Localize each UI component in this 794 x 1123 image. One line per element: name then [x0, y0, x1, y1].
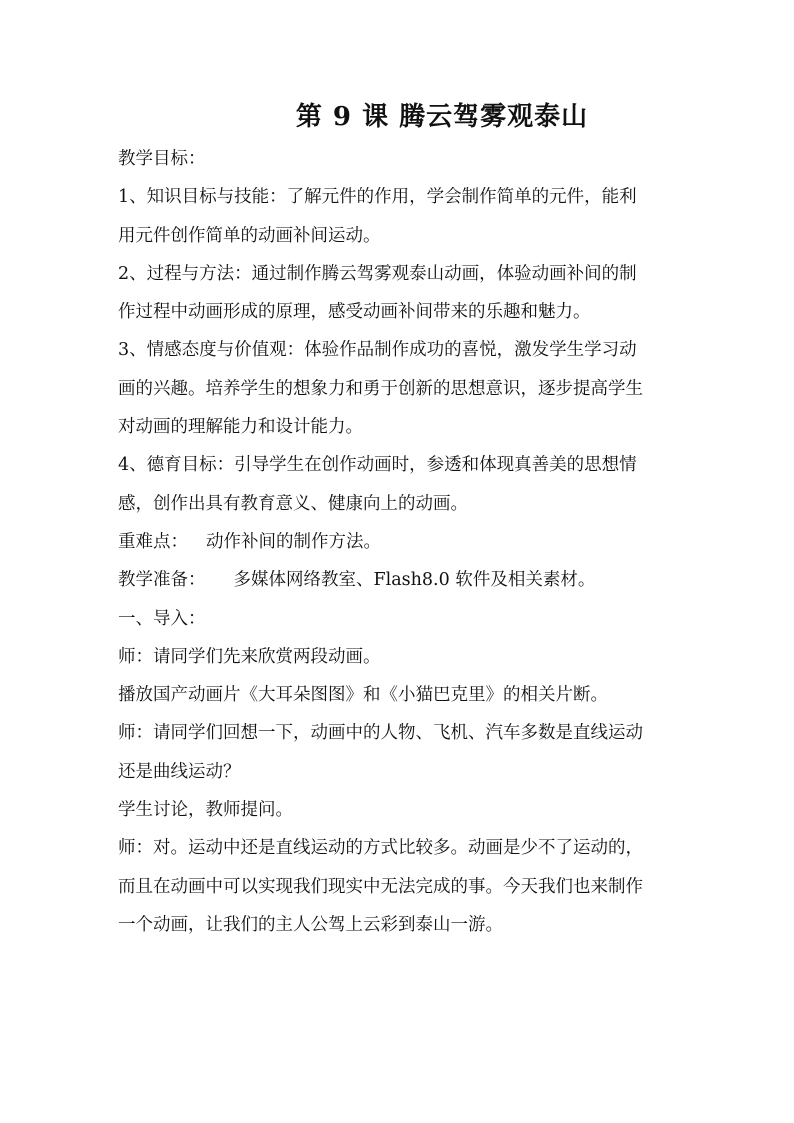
- paragraph-line: 2、过程与方法：通过制作腾云驾雾观泰山动画，体验动画补间的制: [118, 263, 637, 284]
- paragraph-line: 教学目标：: [118, 149, 206, 169]
- preparation-label: 教学准备：: [118, 570, 206, 591]
- paragraph-line: 用元件创作简单的动画补间运动。: [118, 225, 381, 246]
- paragraph-line: 而且在动画中可以实现我们现实中无法完成的事。今天我们也来制作: [118, 876, 643, 897]
- paragraph-line: 还是曲线运动？: [118, 761, 241, 782]
- paragraph-line: 师：对。运动中还是直线运动的方式比较多。动画是少不了运动的，: [118, 838, 643, 859]
- paragraph-line: 画的兴趣。培养学生的想象力和勇于创新的思想意识，逐步提高学生: [118, 378, 643, 399]
- paragraph-line: 学生讨论，教师提问。: [118, 800, 293, 821]
- paragraph-line: 一个动画，让我们的主人公驾上云彩到泰山一游。: [118, 914, 503, 935]
- preparation-line: [118, 561, 683, 599]
- document-body: [118, 140, 683, 944]
- paragraph-line: 感，创作出具有教育意义、健康向上的动画。: [118, 493, 468, 514]
- paragraph-line: 作过程中动画形成的原理，感受动画补间带来的乐趣和魅力。: [118, 302, 591, 323]
- difficulty-label: 重难点：: [118, 531, 188, 552]
- paragraph-line: 师：请同学们先来欣赏两段动画。: [118, 646, 381, 667]
- difficulty-line: [118, 523, 683, 561]
- paragraph-line: 一、导入：: [118, 608, 206, 629]
- paragraph-line: 对动画的理解能力和设计能力。: [118, 417, 363, 438]
- difficulty-value: 动作补间的制作方法。: [206, 531, 381, 552]
- paragraph-line: 播放国产动画片《大耳朵图图》和《小猫巴克里》的相关片断。: [118, 685, 608, 706]
- paragraph-line: 师：请同学们回想一下，动画中的人物、飞机、汽车多数是直线运动: [118, 723, 643, 744]
- paragraph-line: 3、情感态度与价值观：体验作品制作成功的喜悦，激发学生学习动: [118, 340, 637, 361]
- paragraph-line: 1、知识目标与技能：了解元件的作用，学会制作简单的元件，能利: [118, 187, 637, 208]
- preparation-value: 多媒体网络教室、Flash8.0 软件及相关素材。: [233, 570, 596, 591]
- paragraph-line: 4、德育目标：引导学生在创作动画时，参透和体现真善美的思想情: [118, 455, 637, 476]
- lesson-title: 第 9 课 腾云驾雾观泰山: [295, 102, 589, 132]
